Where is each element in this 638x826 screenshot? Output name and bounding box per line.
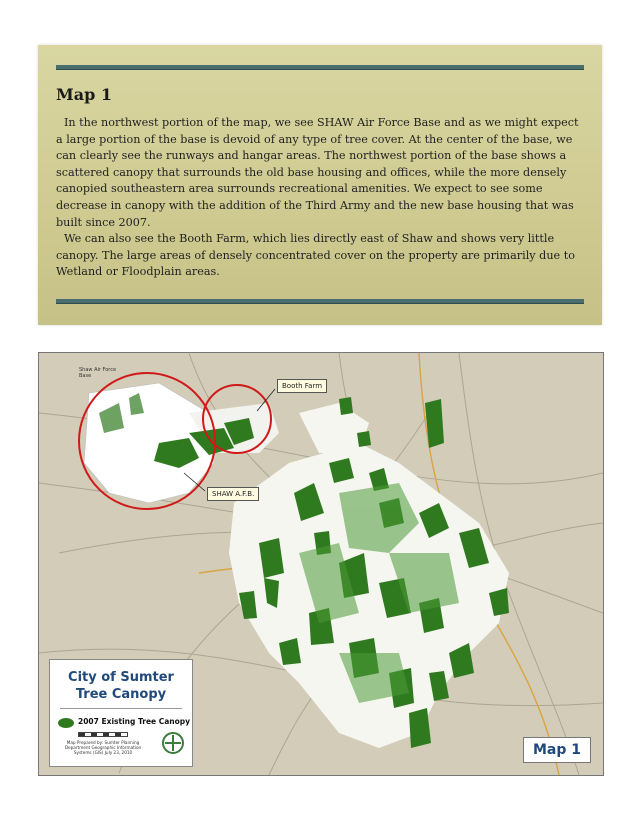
legend-title-line-1: City of Sumter	[68, 670, 174, 685]
paragraph-2	[56, 231, 584, 281]
top-rule	[56, 65, 584, 70]
paragraph-1	[56, 115, 584, 231]
paragraph-2-text: We can also see the Booth Farm, which lies directly east of Shaw and shows very little canopy. The large areas of densely concentrated cover on the property are primarily due to Wetland or Floodplain areas.	[56, 232, 575, 279]
scale-bar	[78, 732, 128, 737]
city-seal-icon	[162, 732, 184, 754]
map-legend	[49, 659, 193, 767]
legend-title-line-2: Tree Canopy	[75, 687, 167, 702]
legend-credit: Map Prepared by: Sumter Planning Department Geographic Information Systems (GIS) July 23, 2010	[64, 740, 142, 755]
legend-divider	[60, 708, 182, 709]
shaw-afb-callout: SHAW A.F.B.	[207, 487, 259, 501]
canopy-swatch-icon	[58, 718, 74, 728]
map-number-badge: Map 1	[523, 737, 591, 763]
page-title: Map 1	[56, 85, 112, 104]
shaw-air-force-base-label: Shaw Air Force Base	[79, 367, 117, 379]
intro-panel	[38, 45, 602, 325]
tree-canopy-map	[38, 352, 604, 776]
paragraph-1-text: In the northwest portion of the map, we see SHAW Air Force Base and as we might expect a large portion of the base is devoid of any type of tree cover. At the center of the base, we can clearly see the runways and hangar areas. The northwest portion of the base shows a scattered canopy that surrounds the old base housing and offices, while the more densely canopied southeastern area surrounds recreational amenities. We expect to see some decrease in canopy with the addition of the Third Army and the new base housing that was built since 2007.	[56, 116, 579, 229]
bottom-rule	[56, 299, 584, 304]
legend-item-label: 2007 Existing Tree Canopy	[78, 717, 191, 726]
booth-farm-callout: Booth Farm	[277, 379, 327, 393]
